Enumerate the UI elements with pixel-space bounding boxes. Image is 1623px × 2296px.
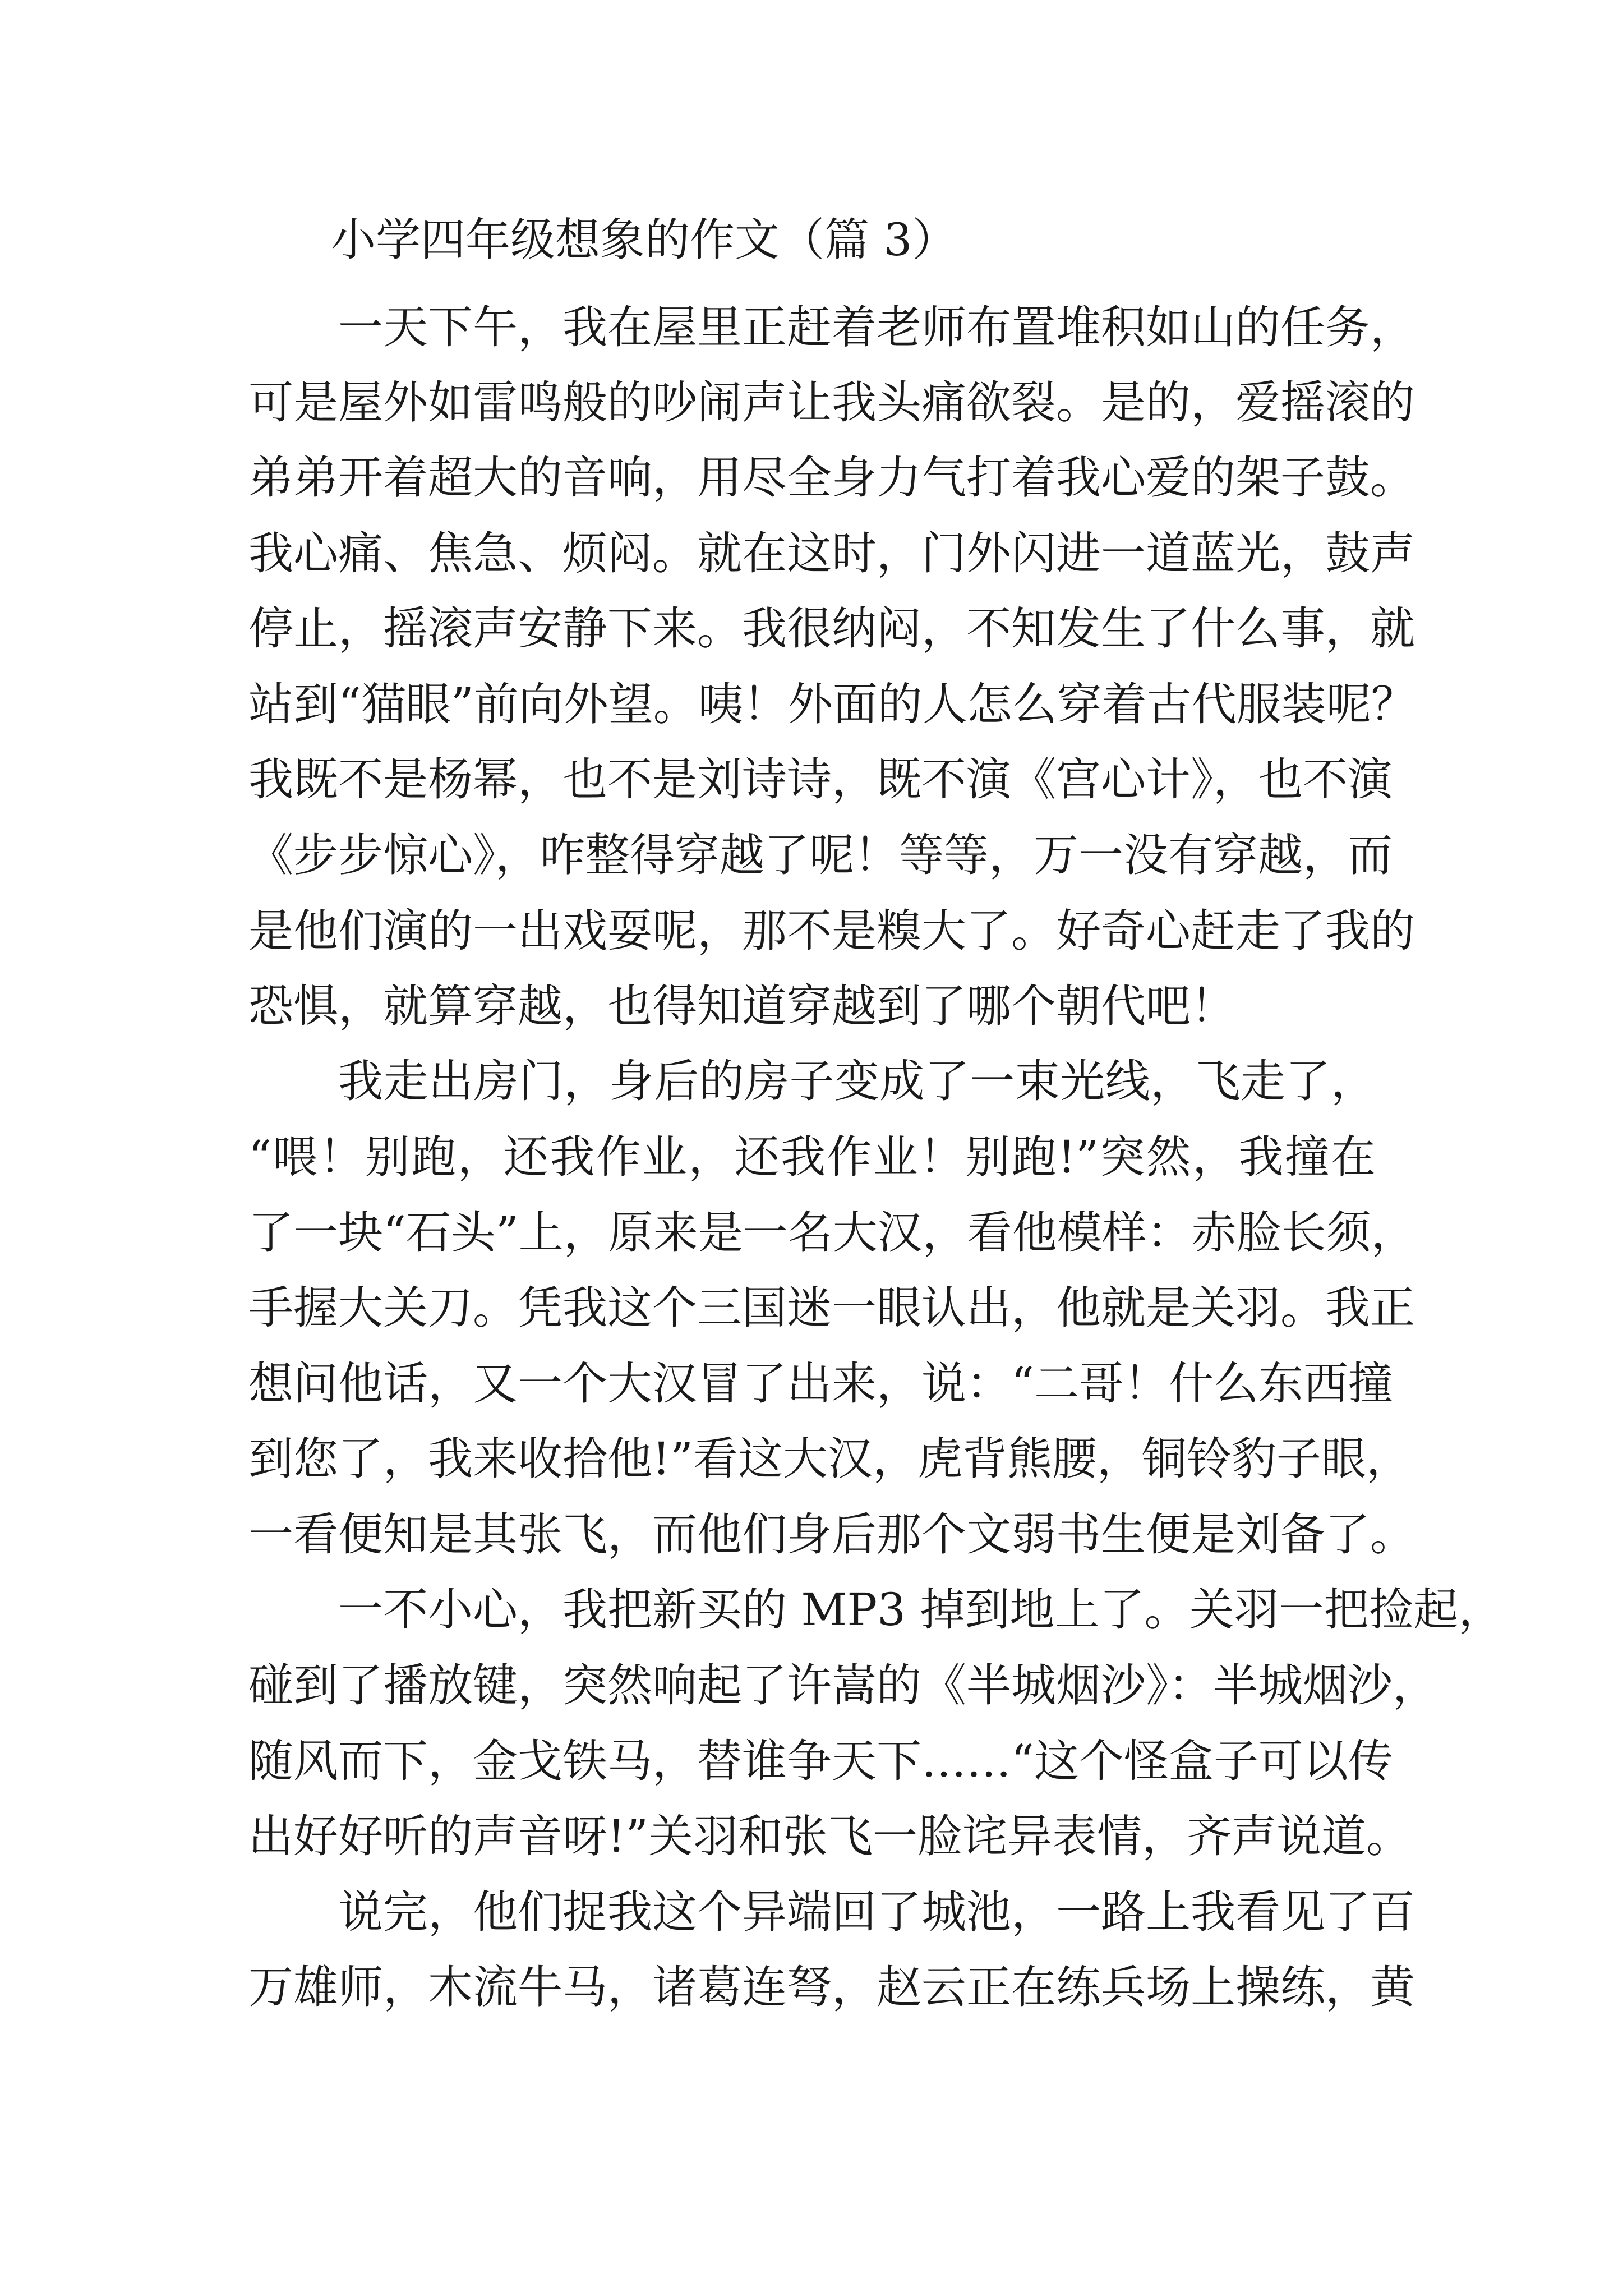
paragraph-line: 一不小心，我把新买的 MP3 掉到地上了。关羽一把捡起， [338, 1584, 1504, 1636]
paragraph-line: “喂！别跑，还我作业，还我作业！别跑!”突然，我撞在 [248, 1131, 1376, 1183]
paragraph-line: 出好好听的声音呀!”关羽和张飞一脸诧异表情，齐声说道。 [248, 1810, 1412, 1862]
paragraph-line: 停止，摇滚声安静下来。我很纳闷，不知发生了什么事，就 [248, 602, 1415, 655]
paragraph-line: 一天下午，我在屋里正赶着老师布置堆积如山的任务， [338, 301, 1415, 353]
paragraph-line: 我心痛、焦急、烦闷。就在这时，门外闪进一道蓝光，鼓声 [248, 527, 1415, 579]
paragraph-line: 碰到了播放键，突然响起了许嵩的《半城烟沙》：半城烟沙， [248, 1659, 1437, 1711]
paragraph-line: 我走出房门，身后的房子变成了一束光线，飞走了， [338, 1055, 1376, 1107]
paragraph-line: 站到“猫眼”前向外望。咦！外面的人怎么穿着古代服装呢？ [248, 678, 1416, 730]
essay-title: 小学四年级想象的作文（篇 3） [331, 214, 957, 266]
paragraph-line: 到您了，我来收拾他!”看这大汉，虎背熊腰，铜铃豹子眼， [248, 1433, 1412, 1485]
paragraph-line: 恐惧，就算穿越，也得知道穿越到了哪个朝代吧！ [248, 980, 1235, 1032]
paragraph-line: 我既不是杨幂，也不是刘诗诗，既不演《宫心计》，也不演 [248, 753, 1393, 806]
paragraph-line: 一看便知是其张飞，而他们身后那个文弱书生便是刘备了。 [248, 1508, 1415, 1561]
paragraph-line: 《步步惊心》，咋整得穿越了呢！等等，万一没有穿越，而 [248, 829, 1393, 881]
paragraph-line: 想问他话，又一个大汉冒了出来，说：“二哥！什么东西撞 [248, 1358, 1393, 1410]
paragraph-line: 随风而下，金戈铁马，替谁争天下……“这个怪盒子可以传 [248, 1735, 1393, 1787]
paragraph-line: 万雄师，木流牛马，诸葛连弩，赵云正在练兵场上操练，黄 [248, 1961, 1415, 2013]
paragraph-line: 弟弟开着超大的音响，用尽全身力气打着我心爱的架子鼓。 [248, 452, 1415, 504]
paragraph-line: 说完，他们捉我这个异端回了城池，一路上我看见了百 [338, 1886, 1415, 1938]
paragraph-line: 手握大关刀。凭我这个三国迷一眼认出，他就是关羽。我正 [248, 1282, 1415, 1334]
paragraph-line: 了一块“石头”上，原来是一名大汉，看他模样：赤脸长须， [248, 1207, 1416, 1259]
paragraph-line: 可是屋外如雷鸣般的吵闹声让我头痛欲裂。是的，爱摇滚的 [248, 376, 1415, 429]
paragraph-line: 是他们演的一出戏耍呢，那不是糗大了。好奇心赶走了我的 [248, 905, 1415, 957]
